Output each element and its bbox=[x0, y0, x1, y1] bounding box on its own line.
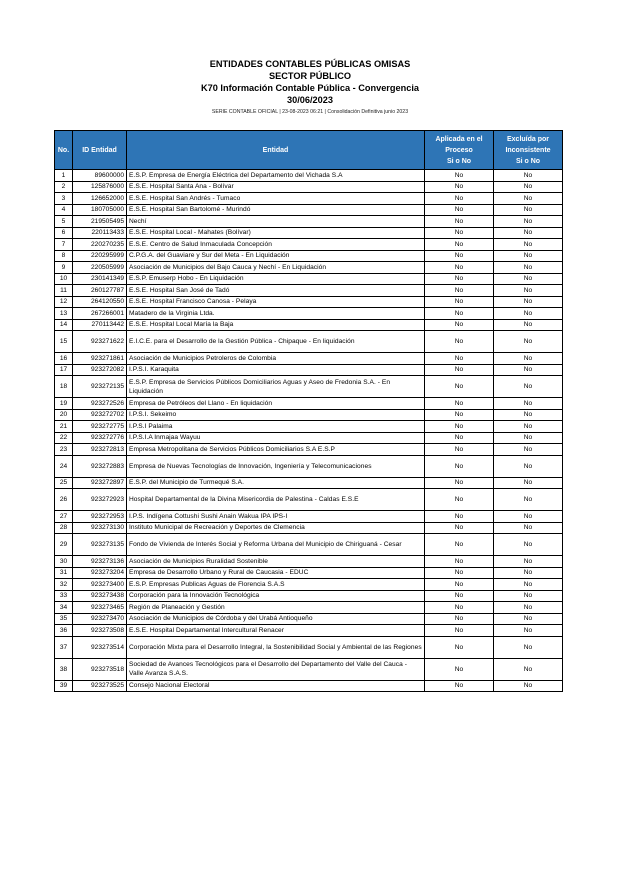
row-number: 18 bbox=[55, 376, 73, 398]
entity-id: 923273518 bbox=[73, 658, 127, 680]
entity-name: E.S.P. Empresa de Servicios Públicos Domiciliarios Aguas y Aseo de Fredonia S.A. - En Liquidación bbox=[127, 376, 425, 398]
aplicada-value: No bbox=[425, 308, 494, 320]
table-body bbox=[55, 170, 563, 692]
entity-name: Corporación Mixta para el Desarrollo Integral, la Sostenibilidad Social y Ambiental de las Regiones bbox=[127, 636, 425, 658]
row-number: 24 bbox=[55, 455, 73, 477]
entity-name: Corporación para la Innovación Tecnológica bbox=[127, 590, 425, 602]
table-row bbox=[55, 331, 563, 353]
entity-id: 923273135 bbox=[73, 534, 127, 556]
table-row bbox=[55, 216, 563, 228]
excluida-value: No bbox=[494, 398, 563, 410]
row-number: 10 bbox=[55, 273, 73, 285]
aplicada-value: No bbox=[425, 590, 494, 602]
aplicada-value: No bbox=[425, 421, 494, 433]
entity-name: Nechí bbox=[127, 216, 425, 228]
table-row bbox=[55, 455, 563, 477]
entity-name: Fondo de Vivienda de Interés Social y Reforma Urbana del Municipio de Chiriguaná - Cesar bbox=[127, 534, 425, 556]
row-number: 23 bbox=[55, 444, 73, 456]
entity-id: 923272082 bbox=[73, 364, 127, 376]
excluida-value: No bbox=[494, 273, 563, 285]
aplicada-value: No bbox=[425, 658, 494, 680]
entity-id: 260127787 bbox=[73, 285, 127, 297]
aplicada-value: No bbox=[425, 613, 494, 625]
excluida-value: No bbox=[494, 239, 563, 251]
table-row bbox=[55, 602, 563, 614]
row-number: 39 bbox=[55, 680, 73, 692]
aplicada-value: No bbox=[425, 319, 494, 331]
table-row bbox=[55, 409, 563, 421]
entity-id: 923273508 bbox=[73, 625, 127, 637]
table-row bbox=[55, 296, 563, 308]
entity-id: 923271861 bbox=[73, 353, 127, 365]
entity-id: 923272883 bbox=[73, 455, 127, 477]
excluida-value: No bbox=[494, 511, 563, 523]
excluida-value: No bbox=[494, 658, 563, 680]
entity-id: 923273525 bbox=[73, 680, 127, 692]
report-sector: SECTOR PÚBLICO bbox=[268, 71, 351, 81]
entity-name: Empresa de Desarrollo Urbano y Rural de Caucasia - EDUC bbox=[127, 567, 425, 579]
row-number: 25 bbox=[55, 477, 73, 489]
entity-name: E.S.E. Hospital Local María la Baja bbox=[127, 319, 425, 331]
entity-id: 923272953 bbox=[73, 511, 127, 523]
entity-name: E.S.E. Centro de Salud Inmaculada Concepción bbox=[127, 239, 425, 251]
aplicada-value: No bbox=[425, 285, 494, 297]
excluida-header-line: Si o No bbox=[515, 157, 541, 165]
table-header-row bbox=[55, 131, 563, 170]
entity-id: 219505495 bbox=[73, 216, 127, 228]
aplicada-value: No bbox=[425, 376, 494, 398]
entity-name: E.S.E. Hospital Santa Ana - Bolívar bbox=[127, 181, 425, 193]
row-number: 7 bbox=[55, 239, 73, 251]
entity-id: 89600000 bbox=[73, 170, 127, 182]
column-header-no: No. bbox=[55, 131, 73, 170]
aplicada-value: No bbox=[425, 296, 494, 308]
entity-id: 923272776 bbox=[73, 432, 127, 444]
excluida-value: No bbox=[494, 636, 563, 658]
entity-id: 923273400 bbox=[73, 579, 127, 591]
table-row bbox=[55, 353, 563, 365]
entity-id: 923272775 bbox=[73, 421, 127, 433]
entity-name: Región de Planeación y Gestión bbox=[127, 602, 425, 614]
row-number: 32 bbox=[55, 579, 73, 591]
excluida-value: No bbox=[494, 602, 563, 614]
entity-name: E.S.E. Hospital Francisco Canosa - Pelaya bbox=[127, 296, 425, 308]
entity-name: I.P.S. Indígena Cottushi Sushi Anain Wakua IPA IPS-I bbox=[127, 511, 425, 523]
aplicada-value: No bbox=[425, 250, 494, 262]
excluida-header-line: Excluída por bbox=[506, 135, 549, 143]
aplicada-value: No bbox=[425, 181, 494, 193]
table-row bbox=[55, 250, 563, 262]
entity-name: E.S.E. Hospital San Andrés - Tumaco bbox=[127, 193, 425, 205]
table-row bbox=[55, 556, 563, 568]
table-row bbox=[55, 658, 563, 680]
aplicada-value: No bbox=[425, 602, 494, 614]
excluida-value: No bbox=[494, 489, 563, 511]
entity-name: Asociación de Municipios Ruralidad Sostenible bbox=[127, 556, 425, 568]
table-row bbox=[55, 262, 563, 274]
column-header-id: ID Entidad bbox=[73, 131, 127, 170]
excluida-value: No bbox=[494, 579, 563, 591]
row-number: 1 bbox=[55, 170, 73, 182]
table-row bbox=[55, 364, 563, 376]
entity-id: 220113433 bbox=[73, 227, 127, 239]
entity-id: 923272526 bbox=[73, 398, 127, 410]
excluida-value: No bbox=[494, 421, 563, 433]
entity-id: 923272702 bbox=[73, 409, 127, 421]
column-header-excluida bbox=[494, 131, 563, 170]
aplicada-value: No bbox=[425, 409, 494, 421]
entity-name: E.S.P. Empresas Publicas Aguas de Florencia S.A.S bbox=[127, 579, 425, 591]
aplicada-value: No bbox=[425, 534, 494, 556]
table-row bbox=[55, 204, 563, 216]
report-date: 30/06/2023 bbox=[287, 95, 333, 105]
table-row bbox=[55, 273, 563, 285]
row-number: 22 bbox=[55, 432, 73, 444]
aplicada-value: No bbox=[425, 432, 494, 444]
row-number: 19 bbox=[55, 398, 73, 410]
aplicada-value: No bbox=[425, 204, 494, 216]
table-row bbox=[55, 181, 563, 193]
excluida-value: No bbox=[494, 522, 563, 534]
entity-name: E.S.P. Empresa de Energía Eléctrica del Departamento del Vichada S.A bbox=[127, 170, 425, 182]
report-category: K70 Información Contable Pública - Convergencia bbox=[201, 83, 419, 93]
excluida-value: No bbox=[494, 590, 563, 602]
aplicada-value: No bbox=[425, 625, 494, 637]
entity-id: 126652000 bbox=[73, 193, 127, 205]
table-row bbox=[55, 489, 563, 511]
row-number: 12 bbox=[55, 296, 73, 308]
table-row bbox=[55, 227, 563, 239]
aplicada-value: No bbox=[425, 511, 494, 523]
entity-id: 923273470 bbox=[73, 613, 127, 625]
table-row bbox=[55, 567, 563, 579]
entity-id: 125876000 bbox=[73, 181, 127, 193]
excluida-value: No bbox=[494, 308, 563, 320]
excluida-value: No bbox=[494, 625, 563, 637]
aplicada-value: No bbox=[425, 567, 494, 579]
entity-name: I.P.S.I. Sekeimo bbox=[127, 409, 425, 421]
table-row bbox=[55, 376, 563, 398]
excluida-header-line: Inconsistente bbox=[505, 146, 551, 154]
table-row bbox=[55, 511, 563, 523]
row-number: 21 bbox=[55, 421, 73, 433]
aplicada-header-line: Si o No bbox=[446, 157, 472, 165]
aplicada-value: No bbox=[425, 262, 494, 274]
entity-name: Consejo Nacional Electoral bbox=[127, 680, 425, 692]
entity-name: Hospital Departamental de la Divina Misericordia de Palestina - Caldas E.S.E bbox=[127, 489, 425, 511]
entity-name: E.S.P. del Municipio de Turmequé S.A. bbox=[127, 477, 425, 489]
entity-name: E.S.E. Hospital San José de Tadó bbox=[127, 285, 425, 297]
table-row bbox=[55, 613, 563, 625]
row-number: 8 bbox=[55, 250, 73, 262]
column-header-aplicada bbox=[425, 131, 494, 170]
excluida-value: No bbox=[494, 296, 563, 308]
row-number: 13 bbox=[55, 308, 73, 320]
excluida-value: No bbox=[494, 353, 563, 365]
entity-name: Asociación de Municipios del Bajo Cauca y Nechí - En Liquidación bbox=[127, 262, 425, 274]
entity-id: 923272813 bbox=[73, 444, 127, 456]
excluida-value: No bbox=[494, 319, 563, 331]
row-number: 36 bbox=[55, 625, 73, 637]
row-number: 14 bbox=[55, 319, 73, 331]
table-row bbox=[55, 680, 563, 692]
entity-id: 923272897 bbox=[73, 477, 127, 489]
aplicada-value: No bbox=[425, 444, 494, 456]
entity-name: E.S.E. Hospital Departamental Intercultural Renacer bbox=[127, 625, 425, 637]
aplicada-header-line: Proceso bbox=[445, 146, 473, 154]
excluida-value: No bbox=[494, 250, 563, 262]
column-header-entity: Entidad bbox=[127, 131, 425, 170]
entity-name: Asociación de Municipios de Córdoba y del Urabá Antioqueño bbox=[127, 613, 425, 625]
table-row bbox=[55, 432, 563, 444]
excluida-value: No bbox=[494, 193, 563, 205]
entity-id: 923271622 bbox=[73, 331, 127, 353]
aplicada-value: No bbox=[425, 273, 494, 285]
excluida-value: No bbox=[494, 556, 563, 568]
entity-name: E.I.C.E. para el Desarrollo de la Gestión Pública - Chipaque - En liquidación bbox=[127, 331, 425, 353]
row-number: 35 bbox=[55, 613, 73, 625]
row-number: 20 bbox=[55, 409, 73, 421]
excluida-value: No bbox=[494, 170, 563, 182]
entity-name: E.S.E. Hospital San Bartolomé - Murindó bbox=[127, 204, 425, 216]
excluida-value: No bbox=[494, 409, 563, 421]
aplicada-value: No bbox=[425, 579, 494, 591]
aplicada-value: No bbox=[425, 331, 494, 353]
entity-id: 923272135 bbox=[73, 376, 127, 398]
aplicada-value: No bbox=[425, 398, 494, 410]
excluida-value: No bbox=[494, 680, 563, 692]
aplicada-value: No bbox=[425, 477, 494, 489]
excluida-value: No bbox=[494, 285, 563, 297]
entity-name: I.P.S.I Palaima bbox=[127, 421, 425, 433]
row-number: 34 bbox=[55, 602, 73, 614]
entity-id: 923273438 bbox=[73, 590, 127, 602]
excluida-value: No bbox=[494, 444, 563, 456]
aplicada-value: No bbox=[425, 636, 494, 658]
table-row bbox=[55, 170, 563, 182]
entity-id: 923273136 bbox=[73, 556, 127, 568]
aplicada-value: No bbox=[425, 455, 494, 477]
excluida-value: No bbox=[494, 613, 563, 625]
table-row bbox=[55, 193, 563, 205]
report-header bbox=[0, 58, 620, 117]
table-row bbox=[55, 625, 563, 637]
entity-name: E.S.P. Emuserp Hobo - En Liquidación bbox=[127, 273, 425, 285]
excluida-value: No bbox=[494, 432, 563, 444]
row-number: 31 bbox=[55, 567, 73, 579]
entity-name: I.P.S.I.A Inmajaa Wayuu bbox=[127, 432, 425, 444]
aplicada-value: No bbox=[425, 227, 494, 239]
table-row bbox=[55, 477, 563, 489]
table-row bbox=[55, 421, 563, 433]
row-number: 15 bbox=[55, 331, 73, 353]
entity-id: 230141349 bbox=[73, 273, 127, 285]
excluida-value: No bbox=[494, 455, 563, 477]
entity-name: Empresa Metropolitana de Servicios Públicos Domiciliarios S.A E.S.P bbox=[127, 444, 425, 456]
aplicada-value: No bbox=[425, 193, 494, 205]
row-number: 4 bbox=[55, 204, 73, 216]
aplicada-header-line: Aplicada en el bbox=[435, 135, 483, 143]
row-number: 5 bbox=[55, 216, 73, 228]
entity-id: 923273130 bbox=[73, 522, 127, 534]
entity-name: Matadero de la Virginia Ltda. bbox=[127, 308, 425, 320]
table-row bbox=[55, 285, 563, 297]
row-number: 6 bbox=[55, 227, 73, 239]
aplicada-value: No bbox=[425, 353, 494, 365]
entity-id: 923273465 bbox=[73, 602, 127, 614]
table-row bbox=[55, 579, 563, 591]
table-row bbox=[55, 398, 563, 410]
excluida-value: No bbox=[494, 364, 563, 376]
aplicada-value: No bbox=[425, 489, 494, 511]
aplicada-value: No bbox=[425, 522, 494, 534]
row-number: 11 bbox=[55, 285, 73, 297]
table-row bbox=[55, 590, 563, 602]
entities-table bbox=[54, 130, 563, 692]
excluida-value: No bbox=[494, 204, 563, 216]
row-number: 26 bbox=[55, 489, 73, 511]
entity-id: 923273204 bbox=[73, 567, 127, 579]
aplicada-value: No bbox=[425, 364, 494, 376]
entity-name: Empresa de Petróleos del Llano - En liquidación bbox=[127, 398, 425, 410]
table-row bbox=[55, 522, 563, 534]
excluida-value: No bbox=[494, 534, 563, 556]
aplicada-value: No bbox=[425, 556, 494, 568]
entity-id: 923273514 bbox=[73, 636, 127, 658]
aplicada-value: No bbox=[425, 170, 494, 182]
table-row bbox=[55, 636, 563, 658]
report-subtitle: SERIE CONTABLE OFICIAL | 23-08-2023 06:21 | Consolidación Definitiva junio 2023 bbox=[211, 109, 409, 115]
table-row bbox=[55, 534, 563, 556]
table-row bbox=[55, 444, 563, 456]
excluida-value: No bbox=[494, 376, 563, 398]
entity-id: 270113442 bbox=[73, 319, 127, 331]
row-number: 16 bbox=[55, 353, 73, 365]
row-number: 17 bbox=[55, 364, 73, 376]
entity-name: E.S.E. Hospital Local - Mahates (Bolívar) bbox=[127, 227, 425, 239]
excluida-value: No bbox=[494, 331, 563, 353]
entity-name: Empresa de Nuevas Tecnologías de Innovación, Ingeniería y Telecomunicaciones bbox=[127, 455, 425, 477]
row-number: 38 bbox=[55, 658, 73, 680]
excluida-value: No bbox=[494, 181, 563, 193]
entity-id: 220295999 bbox=[73, 250, 127, 262]
table-row bbox=[55, 308, 563, 320]
aplicada-value: No bbox=[425, 216, 494, 228]
row-number: 28 bbox=[55, 522, 73, 534]
row-number: 9 bbox=[55, 262, 73, 274]
entity-id: 220270235 bbox=[73, 239, 127, 251]
table-row bbox=[55, 239, 563, 251]
row-number: 3 bbox=[55, 193, 73, 205]
aplicada-value: No bbox=[425, 680, 494, 692]
entity-name: Instituto Municipal de Recreación y Deportes de Clemencia bbox=[127, 522, 425, 534]
entity-id: 180705000 bbox=[73, 204, 127, 216]
entity-name: C.P.G.A. del Guaviare y Sur del Meta - En Liquidación bbox=[127, 250, 425, 262]
row-number: 27 bbox=[55, 511, 73, 523]
table-row bbox=[55, 319, 563, 331]
aplicada-value: No bbox=[425, 239, 494, 251]
entity-name: Sociedad de Avances Tecnológicos para el Desarrollo del Departamento del Valle del Cauca - Valle Avanza S.A.S. bbox=[127, 658, 425, 680]
excluida-value: No bbox=[494, 567, 563, 579]
row-number: 2 bbox=[55, 181, 73, 193]
excluida-value: No bbox=[494, 477, 563, 489]
row-number: 37 bbox=[55, 636, 73, 658]
entity-id: 220505999 bbox=[73, 262, 127, 274]
entity-id: 267266001 bbox=[73, 308, 127, 320]
entity-id: 264120550 bbox=[73, 296, 127, 308]
excluida-value: No bbox=[494, 216, 563, 228]
excluida-value: No bbox=[494, 262, 563, 274]
entity-id: 923272923 bbox=[73, 489, 127, 511]
entity-name: Asociación de Municipios Petroleros de Colombia bbox=[127, 353, 425, 365]
row-number: 30 bbox=[55, 556, 73, 568]
report-title: ENTIDADES CONTABLES PÚBLICAS OMISAS bbox=[209, 59, 411, 69]
entity-name: I.P.S.I. Karaquita bbox=[127, 364, 425, 376]
row-number: 29 bbox=[55, 534, 73, 556]
row-number: 33 bbox=[55, 590, 73, 602]
excluida-value: No bbox=[494, 227, 563, 239]
